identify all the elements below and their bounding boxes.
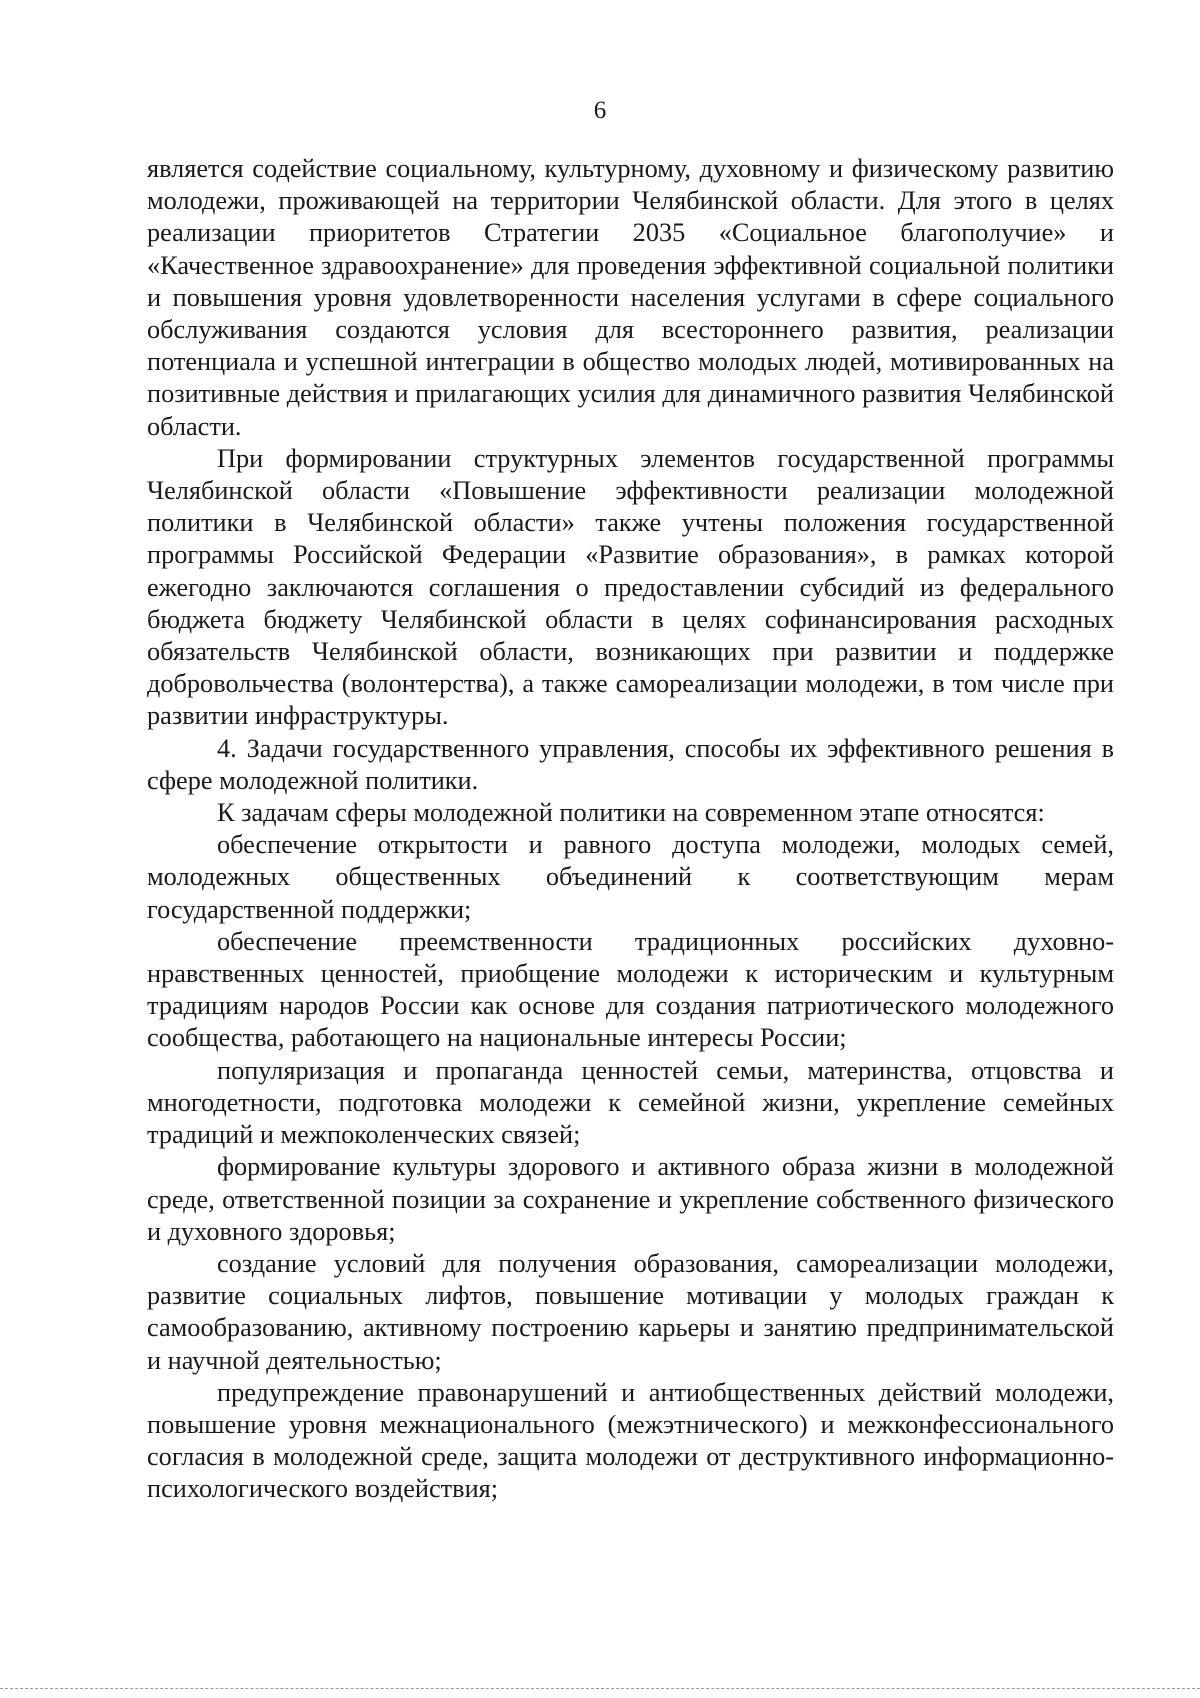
list-item: обеспечение открытости и равного доступа молодежи, молодых семей, молодежных общественных объединений к соответствующим мерам государственной поддержки; — [147, 830, 1114, 924]
list-item: предупреждение правонарушений и антиобщественных действий молодежи, повышение уровня межнационального (межэтнического) и межконфессионального согласия в молодежной среде, защита молодежи от деструктивного информационно-психологического воздействия; — [147, 1377, 1114, 1504]
paragraph: К задачам сферы молодежной политики на современном этапе относятся: — [217, 798, 1045, 828]
section-heading: 4. Задачи государственного управления, способы их эффективного решения в сфере молодежной политики. — [147, 733, 1114, 795]
list-item: формирование культуры здорового и активного образа жизни в молодежной среде, ответственной позиции за сохранение и укрепление собственного физического и духовного здоровья; — [147, 1152, 1114, 1246]
page-number: 6 — [593, 97, 607, 124]
paragraph: При формировании структурных элементов государственной программы Челябинской области «Повышение эффективности реализации молодежной политики в Челябинской области» также учтены положения государственной программы Российской Федерации «Развитие образования», в рамках которой ежегодно заключаются соглашения о предоставлении субсидий из федерального бюджета бюджету Челябинской области в целях софинансирования расходных обязательств Челябинской области, возникающих при развитии и поддержке добровольчества (волонтерства), а также самореализации молодежи, в том числе при развитии инфраструктуры. — [147, 443, 1114, 731]
list-item: обеспечение преемственности традиционных российских духовно-нравственных ценностей, приобщение молодежи к историческим и культурным традициям народов России как основе для создания патриотического молодежного сообщества, работающего на национальные интересы России; — [147, 926, 1114, 1053]
scan-edge-line — [0, 1688, 1200, 1689]
list-item: создание условий для получения образования, самореализации молодежи, развитие социальных лифтов, повышение мотивации у молодых граждан к самообразованию, активному построению карьеры и занятию предпринимательской и научной деятельностью; — [147, 1248, 1114, 1375]
list-item: популяризация и пропаганда ценностей семьи, материнства, отцовства и многодетности, подготовка молодежи к семейной жизни, укрепление семейных традиций и межпоколенческих связей; — [147, 1055, 1114, 1150]
paragraph: является содействие социальному, культурному, духовному и физическому развитию молодежи, проживающей на территории Челябинской области. Для этого в целях реализации приоритетов Стратегии 2035 «Социальное благополучие» и «Качественное здравоохранение» для проведения эффективной социальной политики и повышения уровня удовлетворенности населения услугами в сфере социального обслуживания создаются условия для всестороннего развития, реализации потенциала и успешной интеграции в общество молодых людей, мотивированных на позитивные действия и прилагающих усилия для динамичного развития Челябинской области. — [147, 154, 1114, 441]
document-body — [147, 153, 1114, 1506]
